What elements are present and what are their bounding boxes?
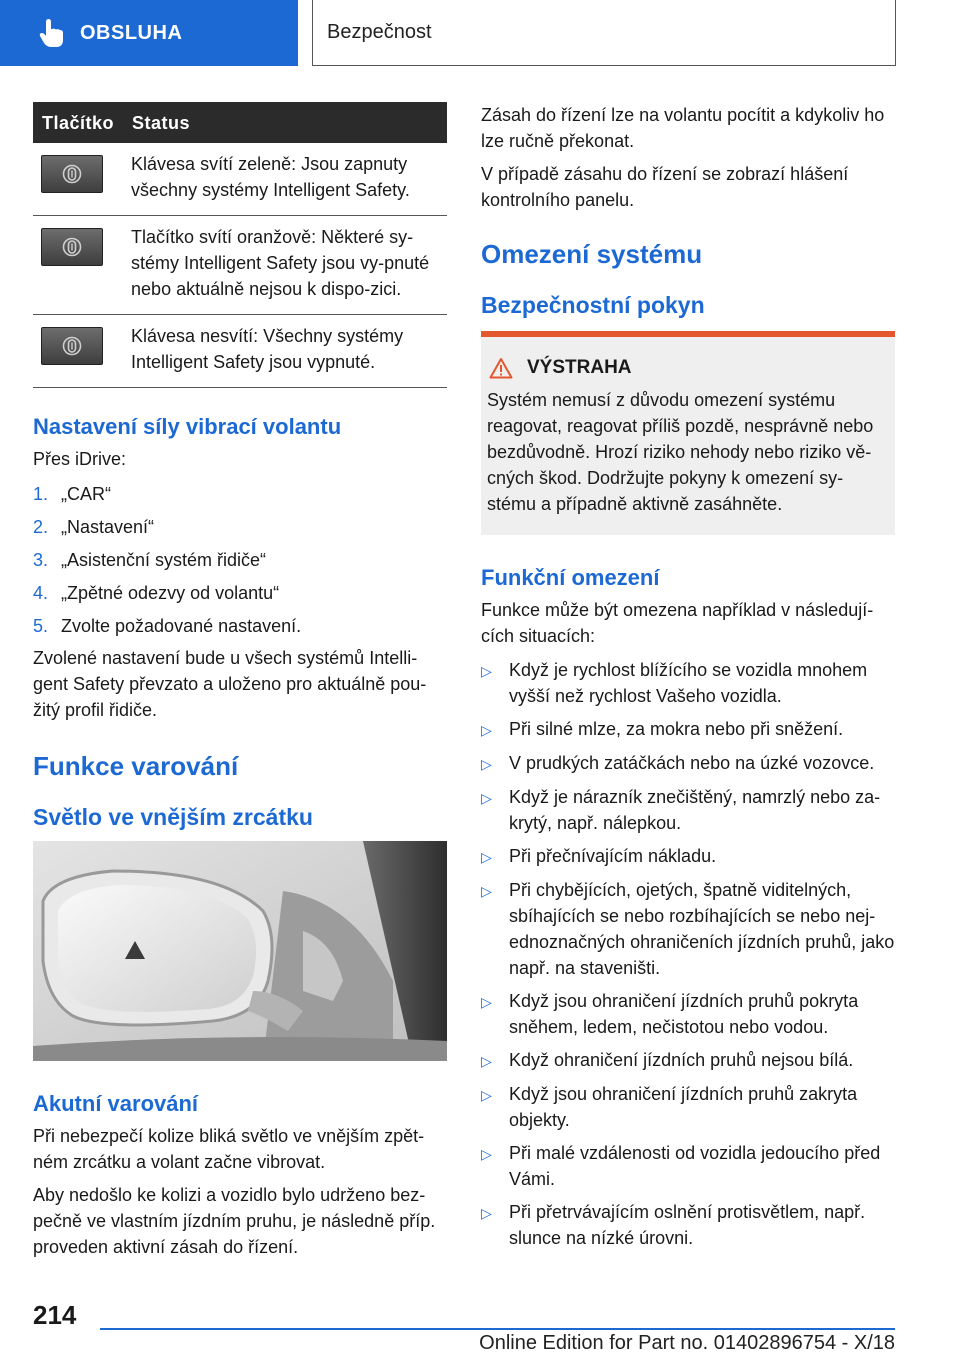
list-item: ▷ Když je nárazník znečištěný, namrzlý nebo za-krytý, např. nálepkou. (481, 787, 881, 833)
vibration-intro: Přes iDrive: (33, 449, 127, 469)
table-row (33, 143, 447, 216)
list-item: ▷ Při chybějících, ojetých, špatně viditelných, sbíhajících se nebo rozbíhajících se nebo nej-ednoznačných ohraničeních jízdních pruhů, jako např. na staveništi. (481, 880, 895, 978)
safety-button-icon (41, 327, 103, 365)
mirror-photo (33, 841, 447, 1061)
list-item: ▷ Když ohraničení jízdních pruhů nejsou bílá. (481, 1050, 854, 1070)
warning-triangle-icon (489, 357, 513, 379)
left-column (33, 102, 447, 1260)
list-item: ▷ Když jsou ohraničení jízdních pruhů pokryta sněhem, ledem, nečistotou nebo vodou. (481, 991, 859, 1037)
acute-warning-heading: Akutní varování (33, 1091, 199, 1116)
vibration-outro: Zvolené nastavení bude u všech systémů Intelli-gent Safety převzato a uloženo pro aktuálně pou-žitý profil řidiče. (33, 648, 427, 720)
status-text: Klávesa svítí zeleně: Jsou zapnuty všechny systémy Intelligent Safety. (123, 143, 447, 216)
page-header (0, 0, 960, 66)
list-item: 5. Zvolte požadované nastavení. (33, 616, 302, 636)
functional-limits-intro: Funkce může být omezena například v následují-cích situacích: (481, 600, 874, 646)
list-item: ▷ Když je rychlost blížícího se vozidla mnohem vyšší než rychlost Vašeho vozidla. (481, 660, 868, 706)
hand-pointer-icon (38, 18, 66, 48)
vibration-steps (33, 478, 447, 643)
acute-p1: Při nebezpečí kolize bliká světlo ve vnějším zpět-ném zrcátku a volant začne vibrovat. (33, 1126, 425, 1172)
warning-function-heading: Funkce varování (33, 751, 239, 781)
steering-intervention-text: Zásah do řízení lze na volantu pocítit a kdykoliv ho lze ručně překonat. (481, 105, 885, 151)
status-text: Tlačítko svítí oranžově: Některé sy-stémy Intelligent Safety jsou vy-pnuté nebo aktuálně nejsou k dispo-zici. (123, 216, 447, 315)
section-title: OBSLUHA (80, 21, 183, 44)
section-tab (0, 0, 298, 66)
vibration-heading: Nastavení síly vibrací volantu (33, 414, 342, 439)
limits-heading: Omezení systému (481, 239, 703, 269)
table-header-status: Status (123, 102, 447, 143)
safety-button-icon (41, 155, 103, 193)
list-item: ▷ Při silné mlze, za mokra nebo při sněžení. (481, 719, 844, 739)
warning-text: Systém nemusí z důvodu omezení systému reagovat, reagovat příliš pozdě, nesprávně nebo bezdůvodně. Hrozí riziko nehody nebo riziko vě-cných škod. Dodržujte pokyny k omezení sy-stému a případně aktivně zasáhněte. (487, 390, 874, 514)
mirror-light-heading: Světlo ve vnějším zrcátku (33, 804, 313, 830)
list-item: 1. „CAR“ (33, 484, 111, 504)
list-item: 2. „Nastavení“ (33, 517, 155, 537)
control-message-text: V případě zásahu do řízení se zobrazí hlášení kontrolního panelu. (481, 164, 849, 210)
list-item: ▷ Při malé vzdálenosti od vozidla jedoucího před Vámi. (481, 1143, 881, 1189)
footer-divider (100, 1328, 895, 1330)
list-item: ▷ Při přetrvávajícím oslnění protisvětlem, např. slunce na nízké úrovni. (481, 1202, 866, 1248)
functional-limits-heading: Funkční omezení (481, 565, 660, 590)
list-item: ▷ V prudkých zatáčkách nebo na úzké vozovce. (481, 753, 875, 773)
safety-button-icon (41, 228, 103, 266)
table-row (33, 216, 447, 315)
status-text: Klávesa nesvítí: Všechny systémy Intelligent Safety jsou vypnuté. (123, 315, 447, 388)
list-item: 3. „Asistenční systém řidiče“ (33, 550, 267, 570)
edition-note: Online Edition for Part no. 01402896754 - X/18 (479, 1332, 895, 1354)
right-column (481, 102, 895, 1255)
table-row (33, 315, 447, 388)
acute-p2: Aby nedošlo ke kolizi a vozidlo bylo udrženo bez-pečně ve vlastním jízdním pruhu, je následně příp. proveden aktivní zásah do řízení. (33, 1185, 436, 1257)
button-status-table (33, 102, 447, 388)
list-item: ▷ Když jsou ohraničení jízdních pruhů zakryta objekty. (481, 1084, 858, 1130)
table-header-button: Tlačítko (33, 102, 123, 143)
warning-box (481, 331, 895, 535)
page-footer (0, 1296, 960, 1362)
table-header-row (33, 102, 447, 143)
page-number: 214 (33, 1300, 77, 1330)
chapter-title: Bezpečnost (312, 0, 896, 66)
list-item: ▷ Při přečnívajícím nákladu. (481, 846, 717, 866)
limits-list (481, 654, 895, 1255)
list-item: 4. „Zpětné odezvy od volantu“ (33, 583, 280, 603)
safety-note-heading: Bezpečnostní pokyn (481, 292, 705, 318)
warning-title: VÝSTRAHA (527, 357, 632, 378)
